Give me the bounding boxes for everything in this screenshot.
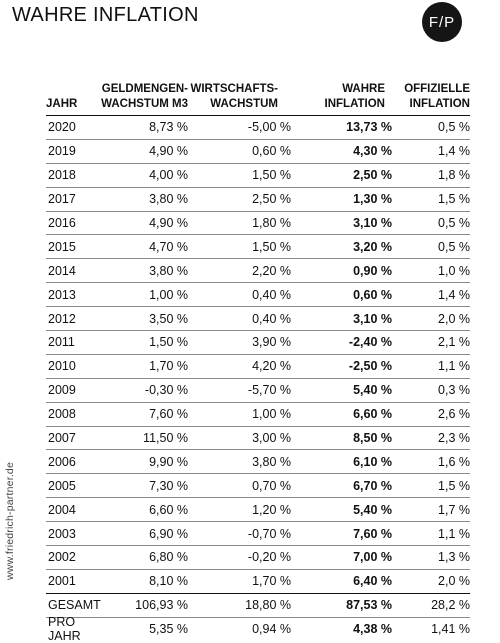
cell-wahre-inflation: 8,50 %: [353, 431, 392, 446]
header-jahr: JAHR: [46, 98, 78, 110]
cell-geldmengenwachstum: 7,60 %: [149, 407, 188, 422]
table-row: [46, 355, 470, 379]
cell-offizielle-inflation: 1,41 %: [431, 622, 470, 637]
cell-offizielle-inflation: 2,3 %: [438, 431, 470, 446]
table-row: [46, 427, 470, 451]
cell-geldmengenwachstum: 8,10 %: [149, 574, 188, 589]
cell-offizielle-inflation: 1,7 %: [438, 502, 470, 517]
table-row: [46, 307, 470, 331]
summary-row-gesamt: [46, 593, 470, 618]
cell-jahr: 2009: [48, 383, 76, 398]
header-wirt-line1: WIRTSCHAFTS-: [190, 83, 278, 95]
table-row: [46, 474, 470, 498]
table-row: [46, 379, 470, 403]
cell-wirtschaftswachstum: 0,94 %: [252, 622, 291, 637]
cell-wirtschaftswachstum: 1,20 %: [252, 502, 291, 517]
cell-jahr: 2006: [48, 454, 76, 469]
cell-wirtschaftswachstum: -5,70 %: [247, 383, 291, 398]
cell-jahr: 2013: [48, 287, 76, 302]
cell-offizielle-inflation: 28,2 %: [431, 598, 470, 613]
cell-geldmengenwachstum: 4,90 %: [149, 144, 188, 159]
cell-geldmengenwachstum: 3,80 %: [149, 263, 188, 278]
table-row: [46, 164, 470, 188]
cell-wirtschaftswachstum: 0,40 %: [252, 287, 291, 302]
table-row: [46, 498, 470, 522]
cell-offizielle-inflation: 0,5 %: [438, 216, 470, 230]
cell-wahre-inflation: -2,40 %: [348, 335, 392, 350]
cell-wirtschaftswachstum: 0,70 %: [252, 478, 291, 493]
cell-offizielle-inflation: 2,0 %: [438, 311, 470, 326]
cell-wahre-inflation: 6,40 %: [353, 574, 392, 589]
table-row: [46, 546, 470, 570]
cell-geldmengenwachstum: 106,93 %: [135, 598, 188, 613]
cell-wirtschaftswachstum: -0,70 %: [247, 526, 291, 541]
cell-wirtschaftswachstum: 1,50 %: [252, 239, 291, 254]
cell-geldmengenwachstum: 1,00 %: [149, 287, 188, 302]
cell-wirtschaftswachstum: 3,80 %: [252, 454, 291, 469]
cell-wahre-inflation: 13,73 %: [346, 120, 392, 135]
cell-geldmengenwachstum: 5,35 %: [149, 622, 188, 637]
cell-geldmengenwachstum: 6,90 %: [149, 526, 188, 541]
cell-offizielle-inflation: 1,5 %: [438, 192, 470, 207]
cell-geldmengenwachstum: 11,50 %: [143, 431, 188, 446]
cell-wahre-inflation: 6,60 %: [353, 407, 392, 422]
table-row: [46, 259, 470, 283]
cell-offizielle-inflation: 2,6 %: [438, 407, 470, 422]
cell-jahr: 2016: [48, 216, 76, 230]
cell-wahre-inflation: -2,50 %: [348, 359, 392, 374]
cell-offizielle-inflation: 1,6 %: [438, 454, 470, 469]
fp-logo: F/P: [422, 2, 462, 42]
cell-wahre-inflation: 7,60 %: [353, 526, 392, 541]
cell-geldmengenwachstum: 3,80 %: [149, 192, 188, 207]
table-row: [46, 140, 470, 164]
summary-row-pro-jahr: [46, 615, 470, 643]
table-row: [46, 235, 470, 259]
header-geld-line2: WACHSTUM M3: [101, 98, 188, 110]
cell-jahr: 2012: [48, 311, 76, 326]
cell-jahr: 2020: [48, 120, 76, 135]
header-wirtschaftswachstum: [188, 82, 291, 112]
cell-offizielle-inflation: 2,0 %: [438, 574, 470, 589]
cell-geldmengenwachstum: 1,70 %: [149, 359, 188, 374]
header-geld-line1: GELDMENGEN-: [101, 83, 188, 95]
cell-offizielle-inflation: 2,1 %: [438, 335, 470, 350]
cell-wahre-inflation: 4,30 %: [353, 144, 392, 159]
table-row: [46, 212, 470, 236]
cell-geldmengenwachstum: 6,80 %: [149, 550, 188, 565]
cell-offizielle-inflation: 1,4 %: [438, 144, 470, 159]
cell-offizielle-inflation: 1,5 %: [438, 478, 470, 493]
cell-jahr: 2018: [48, 168, 76, 183]
cell-wahre-inflation: 7,00 %: [353, 550, 392, 565]
cell-offizielle-inflation: 0,5 %: [438, 120, 470, 135]
cell-wahre-inflation: 3,20 %: [353, 239, 392, 254]
cell-geldmengenwachstum: -0,30 %: [144, 383, 188, 398]
cell-wirtschaftswachstum: 1,80 %: [252, 216, 291, 230]
header-wahre-inflation: [291, 82, 392, 112]
table-row: [46, 403, 470, 427]
cell-wahre-inflation: 3,10 %: [353, 311, 392, 326]
cell-wirtschaftswachstum: -0,20 %: [247, 550, 291, 565]
table-row: [46, 116, 470, 140]
cell-offizielle-inflation: 1,8 %: [438, 168, 470, 183]
cell-wahre-inflation: 6,10 %: [353, 454, 392, 469]
header-offizielle-inflation: [392, 82, 470, 112]
cell-wirtschaftswachstum: 0,40 %: [252, 311, 291, 326]
cell-geldmengenwachstum: 4,00 %: [149, 168, 188, 183]
cell-jahr: 2003: [48, 526, 76, 541]
cell-jahr: 2017: [48, 192, 76, 207]
cell-wirtschaftswachstum: 1,00 %: [252, 407, 291, 422]
cell-wahre-inflation: 0,60 %: [353, 287, 392, 302]
cell-wahre-inflation: 1,30 %: [353, 192, 392, 207]
cell-wahre-inflation: 3,10 %: [353, 216, 392, 230]
header-wahre-line2: INFLATION: [324, 98, 385, 110]
table-row: [46, 331, 470, 355]
cell-offizielle-inflation: 0,3 %: [438, 383, 470, 398]
cell-wahre-inflation: 2,50 %: [353, 168, 392, 183]
cell-jahr: 2010: [48, 359, 76, 374]
header-geldmengenwachstum: [98, 82, 188, 112]
cell-offizielle-inflation: 1,1 %: [438, 526, 470, 541]
cell-jahr: GESAMT: [48, 598, 101, 613]
cell-geldmengenwachstum: 7,30 %: [149, 478, 188, 493]
table-row: [46, 283, 470, 307]
cell-jahr: 2011: [48, 335, 75, 350]
cell-jahr: 2015: [48, 239, 76, 254]
cell-wirtschaftswachstum: 2,20 %: [252, 263, 291, 278]
cell-jahr: 2007: [48, 431, 76, 446]
cell-geldmengenwachstum: 3,50 %: [149, 311, 188, 326]
cell-wahre-inflation: 5,40 %: [353, 383, 392, 398]
cell-wahre-inflation: 87,53 %: [346, 598, 392, 613]
cell-geldmengenwachstum: 1,50 %: [149, 335, 188, 350]
cell-geldmengenwachstum: 4,70 %: [149, 239, 188, 254]
cell-wahre-inflation: 4,38 %: [353, 622, 392, 637]
cell-geldmengenwachstum: 9,90 %: [149, 454, 188, 469]
cell-geldmengenwachstum: 8,73 %: [149, 120, 188, 135]
table-row: [46, 522, 470, 546]
cell-jahr: 2004: [48, 502, 76, 517]
table-row: [46, 188, 470, 212]
cell-wirtschaftswachstum: 3,00 %: [252, 431, 291, 446]
header-off-line1: OFFIZIELLE: [404, 83, 470, 95]
cell-jahr: 2014: [48, 263, 76, 278]
cell-offizielle-inflation: 0,5 %: [438, 239, 470, 254]
cell-jahr: PRO JAHR: [48, 615, 81, 643]
cell-geldmengenwachstum: 4,90 %: [149, 216, 188, 230]
table-body: [46, 116, 470, 594]
cell-wirtschaftswachstum: 1,50 %: [252, 168, 291, 183]
cell-offizielle-inflation: 1,3 %: [438, 550, 470, 565]
cell-jahr: 2019: [48, 144, 76, 159]
cell-wirtschaftswachstum: -5,00 %: [247, 120, 291, 135]
header-wirt-line2: WACHSTUM: [210, 98, 278, 110]
cell-wahre-inflation: 5,40 %: [353, 502, 392, 517]
cell-jahr: 2005: [48, 478, 76, 493]
cell-wirtschaftswachstum: 4,20 %: [252, 359, 291, 374]
cell-offizielle-inflation: 1,4 %: [438, 287, 470, 302]
cell-offizielle-inflation: 1,1 %: [438, 359, 470, 374]
table-header: [46, 70, 470, 116]
header-off-line2: INFLATION: [409, 98, 470, 110]
table-row: [46, 450, 470, 474]
cell-jahr: 2002: [48, 550, 76, 565]
table-row: [46, 570, 470, 594]
page-title: WAHRE INFLATION: [12, 4, 199, 26]
cell-wirtschaftswachstum: 1,70 %: [252, 574, 291, 589]
website-url: www.friedrich-partner.de: [4, 461, 16, 580]
cell-wahre-inflation: 0,90 %: [353, 263, 392, 278]
cell-wahre-inflation: 6,70 %: [353, 478, 392, 493]
cell-offizielle-inflation: 1,0 %: [438, 263, 470, 278]
cell-wirtschaftswachstum: 0,60 %: [252, 144, 291, 159]
cell-geldmengenwachstum: 6,60 %: [149, 502, 188, 517]
cell-jahr: 2008: [48, 407, 76, 422]
cell-jahr: 2001: [48, 574, 76, 589]
cell-wirtschaftswachstum: 18,80 %: [245, 598, 291, 613]
header-wahre-line1: WAHRE: [342, 83, 385, 95]
inflation-table: [46, 70, 470, 641]
cell-wirtschaftswachstum: 3,90 %: [252, 335, 291, 350]
cell-wirtschaftswachstum: 2,50 %: [252, 192, 291, 207]
